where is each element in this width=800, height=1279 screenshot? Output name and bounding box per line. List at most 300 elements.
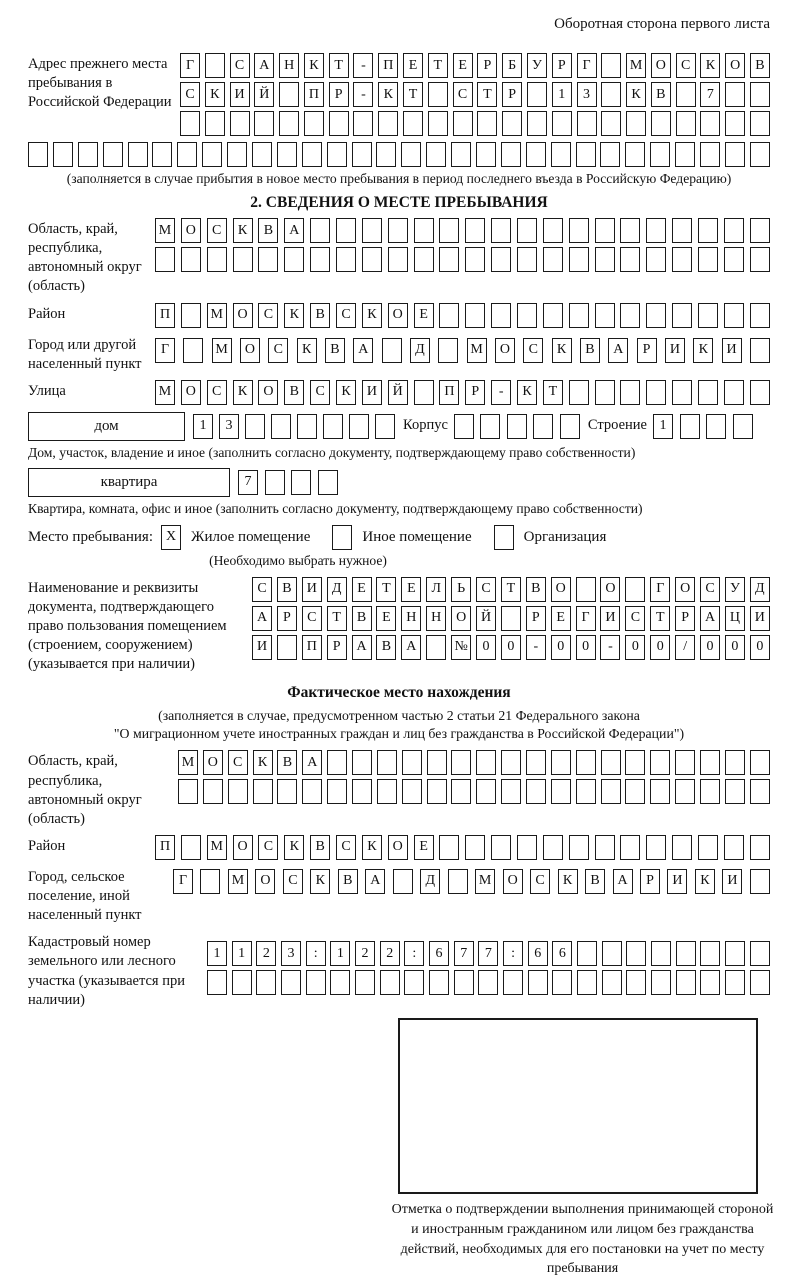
char-box[interactable] [725,941,745,966]
char-box[interactable] [750,970,770,995]
char-box[interactable] [310,218,330,243]
char-box[interactable]: С [258,835,278,860]
char-box[interactable]: В [750,53,770,78]
char-box[interactable] [336,247,356,272]
char-box[interactable] [501,606,521,631]
char-box[interactable] [355,970,375,995]
char-box[interactable]: С [700,577,720,602]
char-box[interactable] [750,338,770,363]
char-box[interactable]: 0 [501,635,521,660]
char-box[interactable]: У [725,577,745,602]
char-box[interactable] [651,941,671,966]
char-box[interactable]: Р [277,606,297,631]
char-box[interactable]: 1 [552,82,572,107]
char-box[interactable]: Д [327,577,347,602]
char-box[interactable] [650,779,670,804]
char-box[interactable] [271,414,291,439]
char-box[interactable] [329,111,349,136]
char-box[interactable] [233,247,253,272]
char-box[interactable]: К [233,380,253,405]
char-box[interactable]: Т [403,82,423,107]
char-box[interactable] [750,835,770,860]
char-box[interactable]: М [155,380,175,405]
char-box[interactable]: А [252,606,272,631]
char-box[interactable] [601,779,621,804]
char-box[interactable]: 0 [551,635,571,660]
char-box[interactable]: И [600,606,620,631]
char-box[interactable]: Т [376,577,396,602]
char-box[interactable]: В [526,577,546,602]
char-box[interactable] [502,111,522,136]
char-box[interactable]: С [310,380,330,405]
char-box[interactable] [577,970,597,995]
char-box[interactable]: - [600,635,620,660]
char-box[interactable] [180,111,200,136]
char-box[interactable]: Р [637,338,657,363]
char-box[interactable] [429,970,449,995]
char-box[interactable]: Д [750,577,770,602]
char-box[interactable]: 2 [380,941,400,966]
char-box[interactable]: К [304,53,324,78]
char-box[interactable] [277,635,297,660]
char-box[interactable] [680,414,700,439]
char-box[interactable] [626,941,646,966]
char-box[interactable]: П [155,303,175,328]
char-box[interactable] [676,111,696,136]
char-box[interactable] [414,218,434,243]
char-box[interactable]: Д [410,338,430,363]
char-box[interactable] [569,247,589,272]
char-box[interactable] [672,835,692,860]
char-box[interactable] [676,970,696,995]
char-box[interactable] [28,142,48,167]
char-box[interactable] [551,750,571,775]
char-box[interactable] [388,247,408,272]
char-box[interactable] [327,750,347,775]
char-box[interactable]: № [451,635,471,660]
char-box[interactable] [517,247,537,272]
char-box[interactable]: В [580,338,600,363]
char-box[interactable]: 6 [528,941,548,966]
char-box[interactable]: Ц [725,606,745,631]
char-box[interactable]: П [302,635,322,660]
char-box[interactable] [750,779,770,804]
char-box[interactable] [724,380,744,405]
char-box[interactable] [750,142,770,167]
char-box[interactable]: С [302,606,322,631]
char-box[interactable] [626,111,646,136]
char-box[interactable] [526,142,546,167]
char-box[interactable]: Р [640,869,660,894]
char-box[interactable] [103,142,123,167]
char-box[interactable] [330,970,350,995]
char-box[interactable] [676,941,696,966]
checkbox-organization[interactable] [494,525,514,550]
char-box[interactable]: В [310,303,330,328]
char-box[interactable] [349,414,369,439]
char-box[interactable] [724,247,744,272]
char-box[interactable]: Е [376,606,396,631]
char-box[interactable] [478,970,498,995]
char-box[interactable]: С [336,835,356,860]
char-box[interactable]: В [585,869,605,894]
char-box[interactable]: Е [352,577,372,602]
char-box[interactable] [279,111,299,136]
char-box[interactable] [646,380,666,405]
char-box[interactable] [253,779,273,804]
char-box[interactable]: Й [254,82,274,107]
char-box[interactable] [465,303,485,328]
char-box[interactable]: 7 [238,470,258,495]
char-box[interactable]: С [336,303,356,328]
char-box[interactable]: С [228,750,248,775]
char-box[interactable] [600,142,620,167]
char-box[interactable] [353,111,373,136]
char-box[interactable]: О [233,835,253,860]
char-box[interactable]: Т [477,82,497,107]
char-box[interactable] [569,303,589,328]
char-box[interactable] [426,142,446,167]
char-box[interactable] [543,218,563,243]
char-box[interactable]: Р [465,380,485,405]
char-box[interactable] [620,247,640,272]
char-box[interactable]: А [608,338,628,363]
char-box[interactable]: С [180,82,200,107]
char-box[interactable] [595,380,615,405]
char-box[interactable] [595,247,615,272]
char-box[interactable]: 2 [355,941,375,966]
char-box[interactable]: 3 [281,941,301,966]
char-box[interactable]: : [503,941,523,966]
char-box[interactable]: В [258,218,278,243]
char-box[interactable] [427,779,447,804]
char-box[interactable]: Ь [451,577,471,602]
char-box[interactable]: Й [388,380,408,405]
char-box[interactable]: Р [329,82,349,107]
char-box[interactable]: 7 [700,82,720,107]
char-box[interactable]: К [695,869,715,894]
char-box[interactable]: К [517,380,537,405]
char-box[interactable] [577,941,597,966]
char-box[interactable] [700,111,720,136]
char-box[interactable] [672,303,692,328]
char-box[interactable]: О [503,869,523,894]
char-box[interactable] [651,970,671,995]
char-box[interactable] [439,218,459,243]
char-box[interactable] [476,750,496,775]
char-box[interactable] [427,750,447,775]
char-box[interactable]: С [676,53,696,78]
char-box[interactable]: В [338,869,358,894]
char-box[interactable]: А [365,869,385,894]
char-box[interactable]: К [253,750,273,775]
char-box[interactable]: А [302,750,322,775]
char-box[interactable] [454,414,474,439]
char-box[interactable] [205,53,225,78]
char-box[interactable]: 0 [650,635,670,660]
char-box[interactable]: 0 [476,635,496,660]
char-box[interactable]: 1 [653,414,673,439]
char-box[interactable]: К [626,82,646,107]
char-box[interactable]: В [310,835,330,860]
char-box[interactable]: М [155,218,175,243]
char-box[interactable]: Л [426,577,446,602]
char-box[interactable] [576,779,596,804]
char-box[interactable]: Н [279,53,299,78]
char-box[interactable] [526,779,546,804]
char-box[interactable] [576,142,596,167]
char-box[interactable] [626,970,646,995]
char-box[interactable]: А [284,218,304,243]
char-box[interactable] [601,82,621,107]
char-box[interactable] [576,750,596,775]
char-box[interactable]: О [233,303,253,328]
char-box[interactable] [528,970,548,995]
char-box[interactable]: М [626,53,646,78]
char-box[interactable] [491,835,511,860]
char-box[interactable] [258,247,278,272]
char-box[interactable] [265,470,285,495]
char-box[interactable] [451,779,471,804]
char-box[interactable] [439,303,459,328]
char-box[interactable] [155,247,175,272]
char-box[interactable]: И [230,82,250,107]
char-box[interactable] [310,247,330,272]
char-box[interactable] [306,970,326,995]
char-box[interactable] [362,218,382,243]
char-box[interactable] [750,303,770,328]
char-box[interactable] [543,303,563,328]
char-box[interactable] [543,247,563,272]
char-box[interactable] [620,835,640,860]
char-box[interactable] [725,82,745,107]
char-box[interactable] [402,779,422,804]
char-box[interactable]: Н [401,606,421,631]
char-box[interactable] [404,970,424,995]
char-box[interactable]: К [378,82,398,107]
char-box[interactable]: И [750,606,770,631]
char-box[interactable]: Б [502,53,522,78]
char-box[interactable]: 0 [750,635,770,660]
char-box[interactable] [698,218,718,243]
char-box[interactable]: К [205,82,225,107]
char-box[interactable]: Г [155,338,175,363]
char-box[interactable] [454,970,474,995]
char-box[interactable] [304,111,324,136]
char-box[interactable] [750,247,770,272]
char-box[interactable]: Т [329,53,349,78]
char-box[interactable] [625,779,645,804]
char-box[interactable]: С [207,380,227,405]
char-box[interactable]: О [240,338,260,363]
char-box[interactable] [698,303,718,328]
char-box[interactable]: И [362,380,382,405]
char-box[interactable]: 0 [625,635,645,660]
char-box[interactable] [451,142,471,167]
char-box[interactable] [725,111,745,136]
char-box[interactable] [750,941,770,966]
char-box[interactable]: М [228,869,248,894]
char-box[interactable] [646,303,666,328]
char-box[interactable]: О [651,53,671,78]
char-box[interactable] [252,142,272,167]
char-box[interactable]: О [388,835,408,860]
char-box[interactable] [650,142,670,167]
char-box[interactable] [625,577,645,602]
char-box[interactable] [181,303,201,328]
char-box[interactable] [439,247,459,272]
char-box[interactable]: Г [577,53,597,78]
char-box[interactable]: В [277,750,297,775]
char-box[interactable]: С [530,869,550,894]
char-box[interactable] [700,970,720,995]
char-box[interactable] [601,53,621,78]
char-box[interactable]: Й [476,606,496,631]
char-box[interactable]: У [527,53,547,78]
char-box[interactable] [650,750,670,775]
char-box[interactable] [181,835,201,860]
char-box[interactable]: 7 [478,941,498,966]
char-box[interactable]: С [258,303,278,328]
char-box[interactable] [297,414,317,439]
char-box[interactable] [439,835,459,860]
char-box[interactable] [750,380,770,405]
char-box[interactable]: О [675,577,695,602]
char-box[interactable] [230,111,250,136]
char-box[interactable] [750,218,770,243]
char-box[interactable]: М [467,338,487,363]
char-box[interactable] [620,380,640,405]
char-box[interactable] [232,970,252,995]
char-box[interactable] [646,247,666,272]
checkbox-residential[interactable]: X [161,525,181,550]
char-box[interactable] [503,970,523,995]
char-box[interactable] [601,750,621,775]
char-box[interactable]: В [325,338,345,363]
char-box[interactable]: Т [650,606,670,631]
house-type-box[interactable]: дом [28,412,185,441]
char-box[interactable]: Т [543,380,563,405]
char-box[interactable] [453,111,473,136]
char-box[interactable] [551,779,571,804]
char-box[interactable]: В [284,380,304,405]
char-box[interactable] [733,414,753,439]
char-box[interactable]: О [495,338,515,363]
char-box[interactable] [724,218,744,243]
char-box[interactable]: П [304,82,324,107]
char-box[interactable] [625,142,645,167]
char-box[interactable] [602,970,622,995]
char-box[interactable]: 0 [700,635,720,660]
char-box[interactable] [393,869,413,894]
char-box[interactable] [533,414,553,439]
char-box[interactable] [377,750,397,775]
char-box[interactable] [725,142,745,167]
char-box[interactable]: М [212,338,232,363]
char-box[interactable] [724,303,744,328]
char-box[interactable]: Г [173,869,193,894]
char-box[interactable]: А [700,606,720,631]
char-box[interactable]: Е [453,53,473,78]
char-box[interactable] [651,111,671,136]
char-box[interactable]: В [277,577,297,602]
char-box[interactable] [414,380,434,405]
char-box[interactable] [480,414,500,439]
char-box[interactable]: 7 [454,941,474,966]
char-box[interactable] [700,750,720,775]
char-box[interactable]: 0 [576,635,596,660]
char-box[interactable]: О [203,750,223,775]
char-box[interactable] [620,218,640,243]
char-box[interactable] [438,338,458,363]
char-box[interactable] [178,779,198,804]
char-box[interactable]: Т [327,606,347,631]
char-box[interactable]: П [378,53,398,78]
char-box[interactable] [552,970,572,995]
char-box[interactable]: Г [576,606,596,631]
char-box[interactable] [402,750,422,775]
char-box[interactable] [177,142,197,167]
char-box[interactable] [152,142,172,167]
char-box[interactable]: 1 [207,941,227,966]
char-box[interactable]: П [439,380,459,405]
char-box[interactable]: К [362,835,382,860]
char-box[interactable] [672,218,692,243]
char-box[interactable] [560,414,580,439]
char-box[interactable] [277,142,297,167]
char-box[interactable]: О [388,303,408,328]
char-box[interactable] [517,835,537,860]
char-box[interactable]: С [207,218,227,243]
char-box[interactable] [318,470,338,495]
char-box[interactable]: Р [526,606,546,631]
char-box[interactable] [352,779,372,804]
char-box[interactable] [377,779,397,804]
apartment-type-box[interactable]: квартира [28,468,230,497]
char-box[interactable]: О [725,53,745,78]
char-box[interactable]: 1 [232,941,252,966]
char-box[interactable]: А [401,635,421,660]
char-box[interactable]: И [665,338,685,363]
char-box[interactable] [725,970,745,995]
char-box[interactable] [491,303,511,328]
char-box[interactable] [401,142,421,167]
char-box[interactable]: К [552,338,572,363]
char-box[interactable] [501,779,521,804]
char-box[interactable]: О [600,577,620,602]
char-box[interactable] [388,218,408,243]
char-box[interactable] [750,750,770,775]
char-box[interactable] [551,142,571,167]
char-box[interactable]: Е [551,606,571,631]
char-box[interactable] [552,111,572,136]
char-box[interactable] [602,941,622,966]
char-box[interactable] [352,750,372,775]
char-box[interactable]: 1 [193,414,213,439]
char-box[interactable]: Д [420,869,440,894]
char-box[interactable] [375,414,395,439]
char-box[interactable]: М [207,835,227,860]
char-box[interactable] [428,82,448,107]
char-box[interactable] [700,779,720,804]
char-box[interactable] [78,142,98,167]
char-box[interactable]: Г [650,577,670,602]
char-box[interactable]: К [336,380,356,405]
char-box[interactable]: Е [414,835,434,860]
char-box[interactable] [698,835,718,860]
char-box[interactable]: / [675,635,695,660]
char-box[interactable] [228,779,248,804]
